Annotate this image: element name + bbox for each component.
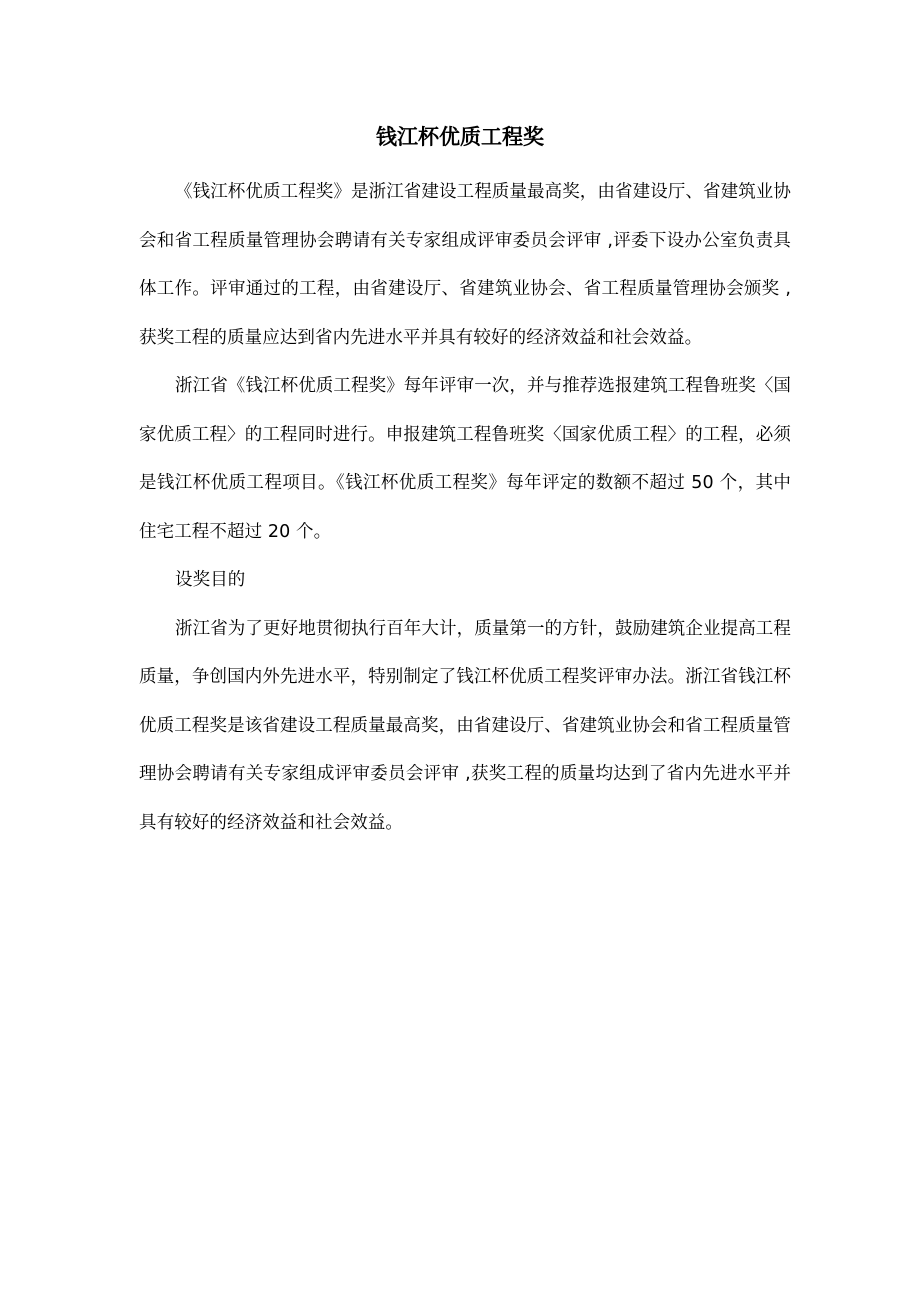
paragraph-intro: 《钱江杯优质工程奖》是浙江省建设工程质量最高奖，由省建设厅、省建筑业协会和省工程质量管理协会聘请有关专家组成评审委员会评审 ,评委下设办公室负责具体工作。评审通过的工程，由省建设厅、省建筑业协会、省工程质量管理协会颁奖 ,获奖工程的质量应达到省内先进水平并具有较好的经济效益和社会效益。 [139,182,791,348]
document-title: 钱江杯优质工程奖 [376,125,544,149]
paragraph-purpose: 浙江省为了更好地贯彻执行百年大计，质量第一的方针，鼓励建筑企业提高工程质量，争创国内外先进水平，特别制定了钱江杯优质工程奖评审办法。浙江省钱江杯优质工程奖是该省建设工程质量最高奖，由省建设厅、省建筑业协会和省工程质量管理协会聘请有关专家组成评审委员会评审 ,获奖工程的质量均达到了省内先进水平并具有较好的经济效益和社会效益。 [139,618,791,833]
section-heading-purpose: 设奖目的 [175,570,246,590]
paragraph-annual-review: 浙江省《钱江杯优质工程奖》每年评审一次，并与推荐选报建筑工程鲁班奖〈国家优质工程〉的工程同时进行。申报建筑工程鲁班奖〈国家优质工程〉的工程，必须是钱江杯优质工程项目。《钱江杯优质工程奖》每年评定的数额不超过 50 个，其中住宅工程不超过 20 个。 [139,376,791,542]
document-body [139,168,791,847]
